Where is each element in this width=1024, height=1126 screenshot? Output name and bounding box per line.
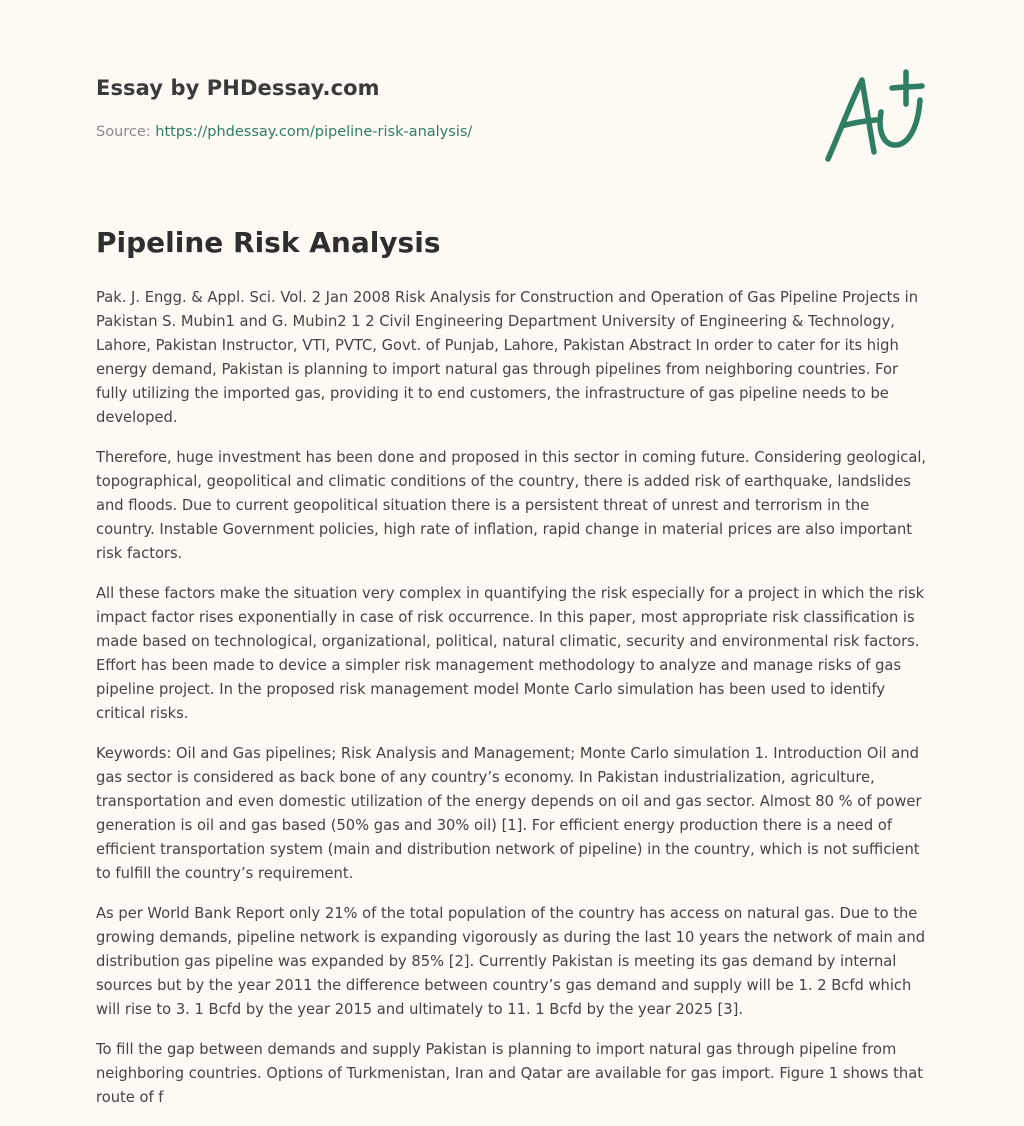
source-label: Source: <box>96 124 151 140</box>
paragraph: All these factors make the situation very complex in quantifying the risk especially for a project in which the risk impact factor rises exponentially in case of risk occurrence. In this paper, most appropriate risk classification is made based on technological, organizational, political, natural climatic, security and environmental risk factors. Effort has been made to device a simpler risk management methodology to analyze and manage risks of gas pipeline project. In the proposed risk management model Monte Carlo simulation has been used to identify critical risks. <box>96 585 925 722</box>
article-body <box>96 286 928 1126</box>
source-line <box>96 124 472 140</box>
page-title: Pipeline Risk Analysis <box>96 226 441 259</box>
site-brand: Essay by PHDessay.com <box>96 76 380 100</box>
paragraph: Keywords: Oil and Gas pipelines; Risk Analysis and Management; Monte Carlo simulation 1. Introduction Oil and gas sector is considered as back bone of any country’s economy. In Pakistan industrialization, agriculture, transportation and even domestic utilization of the energy depends on oil and gas sector. Almost 80 % of power generation is oil and gas based (50% gas and 30% oil) [1]. For efficient energy production there is a need of efficient transportation system (main and distribution network of pipeline) in the country, which is not sufficient to fulfill the country’s requirement. <box>96 745 922 882</box>
paragraph: As per World Bank Report only 21% of the total population of the country has access on natural gas. Due to the growing demands, pipeline network is expanding vigorously as during the last 10 years the network of main and distribution gas pipeline was expanded by 85% [2]. Currently Pakistan is meeting its gas demand by internal sources but by the year 2011 the difference between country’s gas demand and supply will be 1. 2 Bcfd which will rise to 3. 1 Bcfd by the year 2015 and ultimately to 11. 1 Bcfd by the year 2025 [3]. <box>96 905 926 1018</box>
paragraph: Therefore, huge investment has been done and proposed in this sector in coming future. Considering geological, topographical, geopolitical and climatic conditions of the country, there is added risk of earthquake, landslides and floods. Due to current geopolitical situation there is a persistent threat of unrest and terrorism in the country. Instable Government policies, high rate of inflation, rapid change in material prices are also important risk factors. <box>96 449 927 562</box>
paragraph: To fill the gap between demands and supply Pakistan is planning to import natural gas through pipeline from neighboring countries. Options of Turkmenistan, Iran and Qatar are available for gas import. Figure 1 shows that route of f <box>96 1041 923 1106</box>
paragraph: Pak. J. Engg. & Appl. Sci. Vol. 2 Jan 2008 Risk Analysis for Construction and Operation of Gas Pipeline Projects in Pakistan S. Mubin1 and G. Mubin2 1 2 Civil Engineering Department University of Engineering & Technology, Lahore, Pakistan Instructor, VTI, PVTC, Govt. of Punjab, Lahore, Pakistan Abstract In order to cater for its high energy demand, Pakistan is planning to import natural gas through pipelines from neighboring countries. For fully utilizing the imported gas, providing it to end customers, the infrastructure of gas pipeline needs to be developed. <box>96 289 919 426</box>
source-link[interactable]: https://phdessay.com/pipeline-risk-analysis/ <box>155 124 473 140</box>
a-plus-logo-icon <box>818 66 930 166</box>
